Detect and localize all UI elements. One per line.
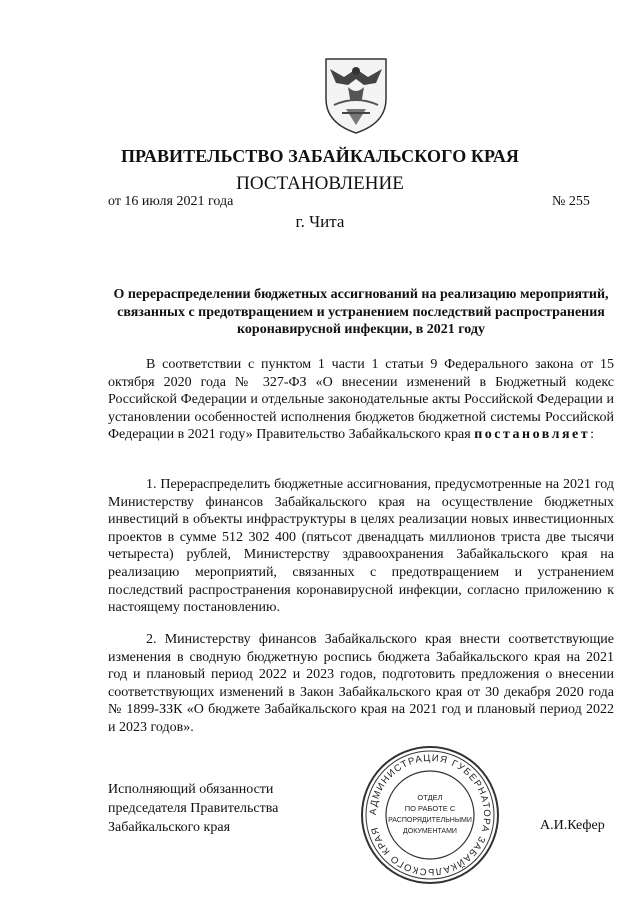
- document-subject: О перераспределении бюджетных ассигнований на реализацию мероприятий, связанных с предотвращением и устранением последствий распространения коронавирусной инфекции, в 2021 году: [113, 287, 609, 337]
- document-number: № 255: [552, 194, 590, 209]
- decree-word: постановляет: [474, 427, 591, 443]
- paragraph-1: [108, 476, 614, 617]
- paragraph-2-text: 2. Министерству финансов Забайкальского края внести соответствующие изменения в сводную бюджетную роспись бюджета Забайкальского края на 2021 год и плановый период 2022 и 2023 годов, подготовить предложения о внесении соответствующих изменений в Закон Забайкальского края от 30 декабря 2020 года № 1899-ЗЗК «О бюджете Забайкальского края на 2021 год и плановый период 2022 и 2023 годов».: [108, 632, 614, 735]
- preamble-tail: :: [590, 427, 595, 443]
- paragraph-2: [108, 631, 614, 737]
- document-type: ПОСТАНОВЛЕНИЕ: [236, 173, 404, 194]
- stamp-center-line-4: ДОКУМЕНТАМИ: [403, 828, 457, 835]
- preamble-paragraph: [108, 356, 614, 444]
- paragraph-1-text: 1. Перераспределить бюджетные ассигнования, предусмотренные на 2021 год Министерству финансов Забайкальского края на осуществление бюджетных инвестиций в объекты инфраструктуры в целях реализации новых инвестиционных проектов в сумме 512 302 400 (пятьсот двенадцать миллионов триста две тысячи четыреста) рублей, Министерству здравоохранения Забайкальского края на реализацию мероприятий, связанных с предотвращением и устранением последствий распространения коронавирусной инфекции, согласно приложению к настоящему постановлению.: [108, 477, 614, 616]
- stamp-center-line-1: ОТДЕЛ: [417, 793, 443, 802]
- signature-block: [108, 780, 278, 837]
- signer-title-line-2: председателя Правительства: [108, 801, 279, 816]
- coat-of-arms-emblem: [322, 55, 390, 135]
- stamp-center-line-3: РАСПОРЯДИТЕЛЬНЫМИ: [388, 817, 472, 824]
- official-stamp: [355, 740, 505, 890]
- preamble-text: В соответствии с пунктом 1 части 1 статьи 9 Федерального закона от 15 октября 2020 года № 327-ФЗ «О внесении изменений в Бюджетный кодекс Российской Федерации и отдельные законодательные акты Российской Федерации и установлении особенностей исполнения бюджетов бюджетной системы Российской Федерации в 2021 году» Правительство Забайкальского края: [108, 357, 614, 443]
- signer-title-line-3: Забайкальского края: [108, 820, 231, 835]
- stamp-center-line-2: ПО РАБОТЕ С: [404, 804, 456, 813]
- signer-title-line-1: Исполняющий обязанности: [108, 782, 274, 797]
- document-date: от 16 июля 2021 года: [108, 194, 234, 209]
- government-title: ПРАВИТЕЛЬСТВО ЗАБАЙКАЛЬСКОГО КРАЯ: [120, 146, 520, 166]
- document-city: г. Чита: [295, 212, 345, 231]
- signer-name: А.И.Кефер: [540, 818, 605, 833]
- stamp-ring-text: АДМИНИСТРАЦИЯ ГУБЕРНАТОРА ЗАБАЙКАЛЬСКОГО КРАЯ: [367, 752, 493, 878]
